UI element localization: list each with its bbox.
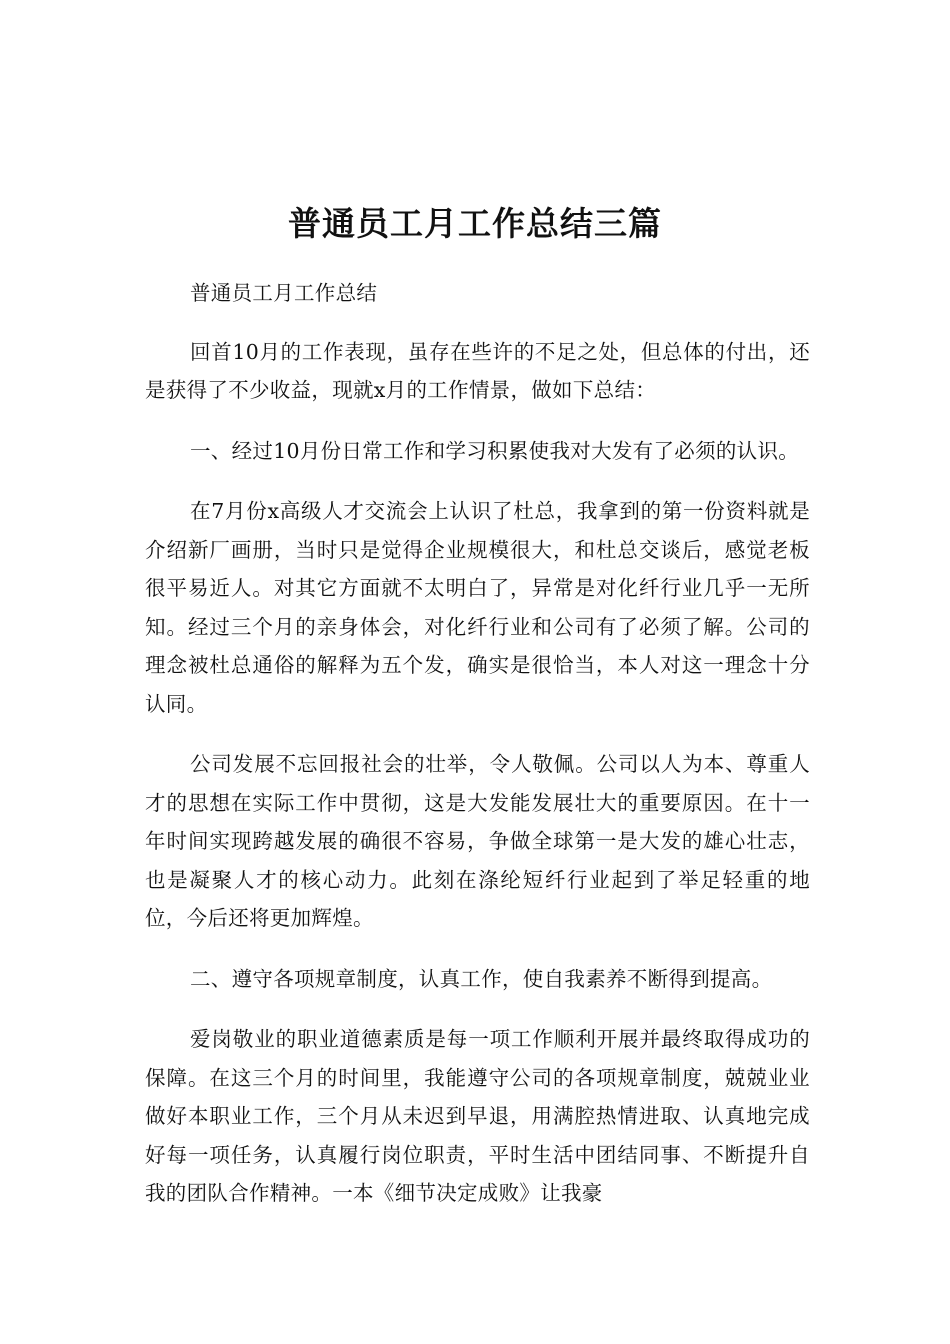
document-title: 普通员工月工作总结三篇 [288,204,662,243]
paragraph-intro: 回首10月的工作表现，虽存在些许的不足之处，但总体的付出，还是获得了不少收益，现就x月的工作情景，做如下总结： [145,339,810,402]
section-subtitle: 普通员工月工作总结 [190,281,378,305]
paragraph-heading-one: 一、经过10月份日常工作和学习积累使我对大发有了必须的认识。 [190,438,800,463]
paragraph-body: 爱岗敬业的职业道德素质是每一项工作顺利开展并最终取得成功的保障。在这三个月的时间里，我能遵守公司的各项规章制度，兢兢业业做好本职业工作，三个月从未迟到早退，用满腔热情进取、认真地完成好每一项任务，认真履行岗位职责，平时生活中团结同事、不断提升自我的团队合作精神。一本《细节决定成败》让我豪 [145,1027,810,1205]
paragraph-body: 在7月份x高级人才交流会上认识了杜总，我拿到的第一份资料就是介绍新厂画册，当时只是觉得企业规模很大，和杜总交谈后，感觉老板很平易近人。对其它方面就不太明白了，异常是对化纤行业几乎一无所知。经过三个月的亲身体会，对化纤行业和公司有了必须了解。公司的理念被杜总通俗的解释为五个发，确实是很恰当，本人对这一理念十分认同。 [145,499,810,716]
document-body [145,274,810,1235]
paragraph-body: 公司发展不忘回报社会的壮举，令人敬佩。公司以人为本、尊重人才的思想在实际工作中贯彻，这是大发能发展壮大的重要原因。在十一年时间实现跨越发展的确很不容易，争做全球第一是大发的雄心壮志，也是凝聚人才的核心动力。此刻在涤纶短纤行业起到了举足轻重的地位，今后还将更加辉煌。 [145,752,810,930]
paragraph-heading-two: 二、遵守各项规章制度，认真工作，使自我素养不断得到提高。 [190,966,773,991]
